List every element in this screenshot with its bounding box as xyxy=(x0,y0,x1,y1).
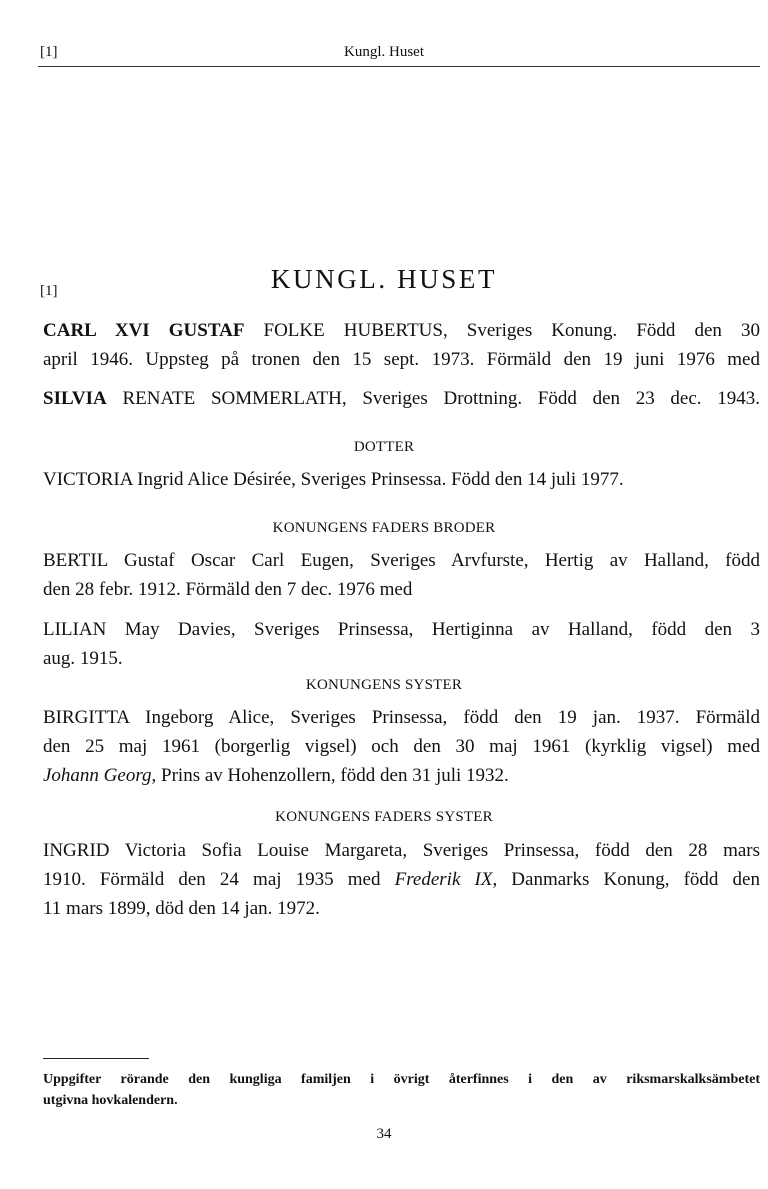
entry-sister xyxy=(43,703,760,790)
entry-daughter-line-1: VICTORIA Ingrid Alice Désirée, Sveriges Prinsessa. Född den 14 juli 1977. xyxy=(43,469,624,490)
aunt-spouse-name: Frederik IX xyxy=(394,869,493,890)
section-title: KUNGL. HUSET xyxy=(270,264,498,294)
entry-king-line-2: april 1946. Uppsteg på tronen den 15 sept. 1973. Förmäld den 19 juni 1976 med xyxy=(43,349,760,370)
sister-line3-rest: , Prins av Hohenzollern, född den 31 juli 1932. xyxy=(151,765,509,786)
footnote-line-2: utgivna hovkalendern. xyxy=(43,1093,178,1108)
footnote xyxy=(43,1069,760,1111)
entry-queen-line-1 xyxy=(43,384,760,413)
entry-aunt-line-1: INGRID Victoria Sofia Louise Margareta, Sveriges Prinsessa, född den 28 mars xyxy=(43,840,760,861)
sister-spouse-name: Johann Georg xyxy=(43,765,152,786)
section-ref: [1] xyxy=(40,283,58,299)
entry-king-line-1 xyxy=(43,316,760,345)
entry-aunt-line-2 xyxy=(43,865,760,894)
entry-lilian-line-2: aug. 1915. xyxy=(43,648,123,669)
king-line1-rest: FOLKE HUBERTUS, Sveriges Konung. Född den 30 xyxy=(244,320,760,341)
footnote-line-1: Uppgifter rörande den kungliga familjen i övrigt återfinnes i den av riksmarskalksämbetet xyxy=(43,1072,760,1087)
king-name: CARL XVI GUSTAF xyxy=(43,320,245,341)
queen-line1-rest: RENATE SOMMERLATH, Sveriges Drottning. Född den 23 dec. 1943. xyxy=(106,388,760,409)
heading-sister: KONUNGENS SYSTER xyxy=(305,677,463,693)
entry-sister-line-2: den 25 maj 1961 (borgerlig vigsel) och den 30 maj 1961 (kyrklig vigsel) med xyxy=(43,736,760,757)
heading-daughter: DOTTER xyxy=(353,439,415,455)
entry-uncle-line-1: BERTIL Gustaf Oscar Carl Eugen, Sveriges Arvfurste, Hertig av Halland, född xyxy=(43,550,760,571)
heading-uncle: KONUNGENS FADERS BRODER xyxy=(272,520,496,536)
aunt-line2-rest: , Danmarks Konung, född den xyxy=(492,869,760,890)
entry-lilian-line-1: LILIAN May Davies, Sveriges Prinsessa, Hertiginna av Halland, född den 3 xyxy=(43,619,760,640)
entry-sister-line-3 xyxy=(43,761,760,790)
entry-uncle xyxy=(43,546,760,604)
heading-aunt: KONUNGENS FADERS SYSTER xyxy=(275,809,493,825)
entry-aunt xyxy=(43,836,760,923)
header-rule xyxy=(38,66,760,67)
entry-daughter xyxy=(43,465,760,494)
aunt-line2-start: 1910. Förmäld den 24 maj 1935 med xyxy=(43,869,395,890)
footnote-rule xyxy=(43,1058,149,1059)
entry-king xyxy=(43,316,760,374)
queen-name: SILVIA xyxy=(43,388,107,409)
entry-aunt-line-3: 11 mars 1899, död den 14 jan. 1972. xyxy=(43,898,320,919)
running-header-ref: [1] xyxy=(40,44,58,60)
running-header-title: Kungl. Huset xyxy=(344,44,424,60)
entry-queen xyxy=(43,384,760,413)
entry-lilian xyxy=(43,615,760,673)
entry-sister-line-1: BIRGITTA Ingeborg Alice, Sveriges Prinsessa, född den 19 jan. 1937. Förmäld xyxy=(43,707,760,728)
entry-uncle-line-2: den 28 febr. 1912. Förmäld den 7 dec. 1976 med xyxy=(43,579,413,600)
page-number: 34 xyxy=(376,1126,392,1142)
